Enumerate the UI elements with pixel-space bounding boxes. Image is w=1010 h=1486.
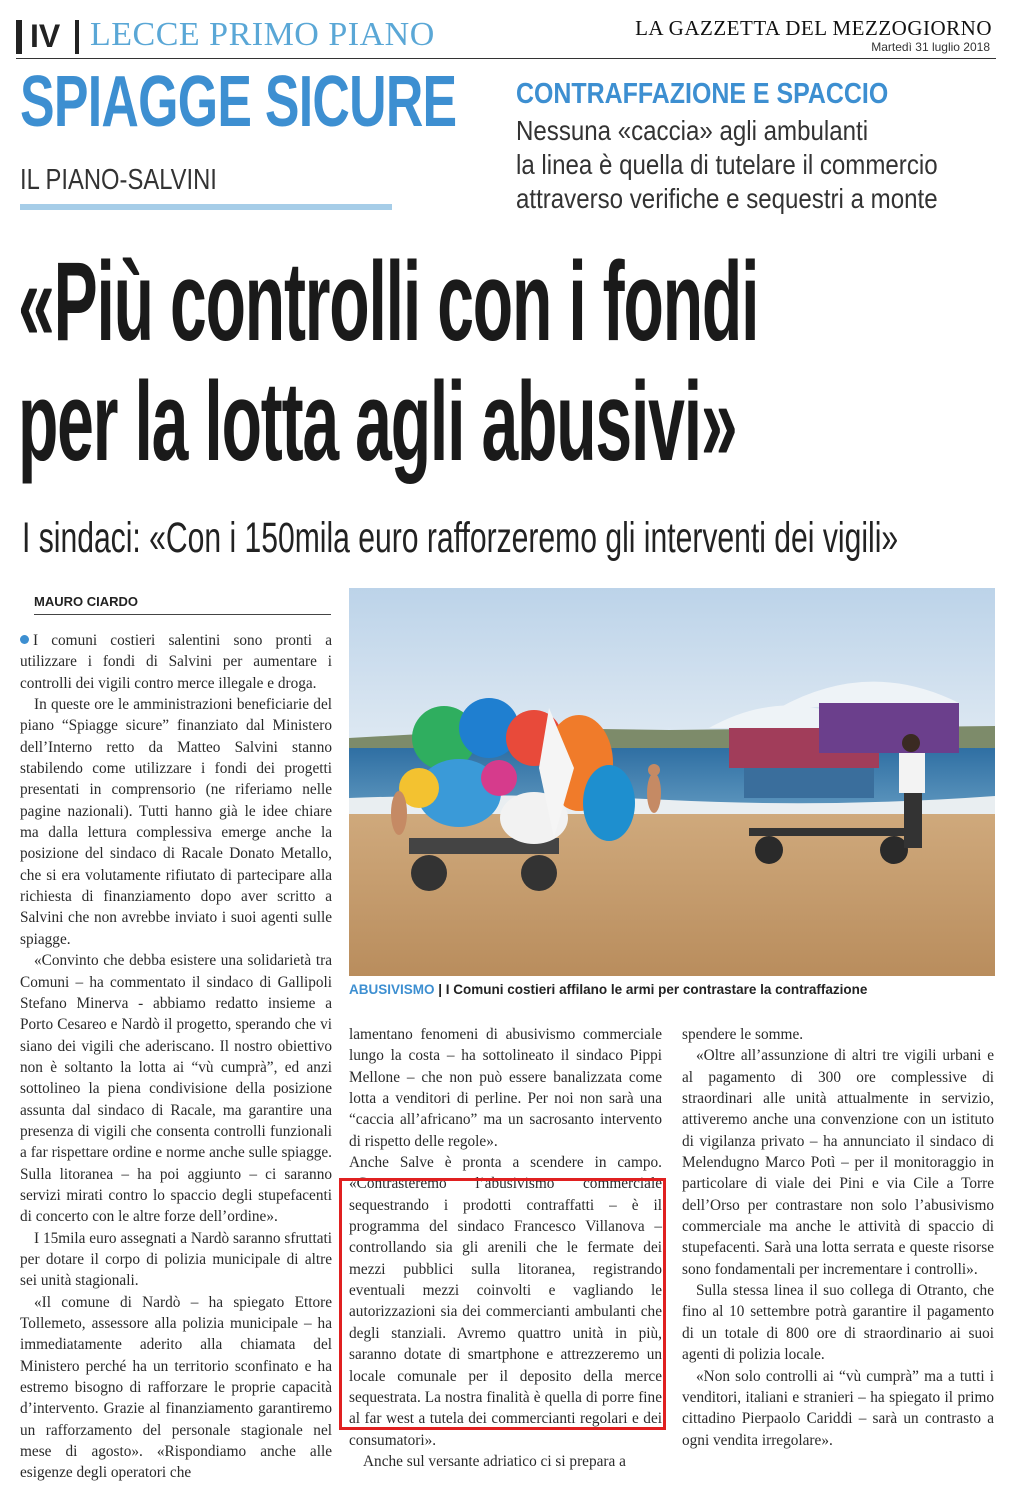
paragraph: Sulla stessa linea il suo collega di Otranto, che fino al 10 settembre potrà garantire il pagamento di un totale di 800 ore di straordinario ai suoi agenti di polizia locale.	[682, 1282, 994, 1364]
beach-vendors-photo	[349, 588, 995, 976]
bullet-icon	[20, 635, 29, 644]
article-column-3	[682, 1024, 994, 1451]
paragraph: Anche sul versante adriatico ci si prepara a	[363, 1452, 626, 1470]
paragraph: spendere le somme.	[682, 1026, 804, 1043]
byline-rule	[34, 614, 331, 615]
header-bar-left	[16, 20, 22, 54]
caption-tag: ABUSIVISMO	[349, 982, 435, 997]
caption-separator: |	[434, 982, 446, 997]
paragraph: «Il comune di Nardò – ha spiegato Ettore Tollemeto, assessore alla polizia municipale – ha immediatamente aderito alla chiamata del Ministero perché ha un territorio sconfinato e ha estremo bisogno di rafforzare le proprie capacità d’intervento. Grazie al finanziamento garantiremo un rafforzamento del personale stagionale nel mese di agosto». «Rispondiamo anche alle esigenze degli operatori che	[20, 1293, 332, 1482]
photo-caption	[349, 982, 867, 997]
highlight-box	[339, 1178, 666, 1430]
sidebar-line: attraverso verifiche e sequestri a monte	[516, 183, 938, 214]
kicker-title: SPIAGGE SICURE	[20, 62, 457, 142]
headline-line: «Più controlli con i fondi	[18, 239, 759, 364]
paragraph: I comuni costieri salentini sono pronti a utilizzare i fondi di Salvini per aumentare i controlli dei vigili contro merce illegale e droga.	[20, 632, 332, 692]
sidebar-line: la linea è quella di tutelare il commercio	[516, 149, 938, 180]
paragraph: «Convinto che debba esistere una solidarietà tra Comuni – ha commentato il sindaco di Gallipoli Stefano Minerva - abbiamo redatto insieme a Porto Cesareo e Nardò il progetto, sperando che vi siano dei vigili che aderiscano. Il nostro obiettivo non è soltanto la lotta ai “vù cumprà”, ed anzi sottolineo la piena condivisione della posizione assunta dal sindaco di Racale, ma garantire una presenza di vigili che consenta controlli funzionali a far rispettare ordine e norme anche sulle spiagge. Sulla litoranea – ha poi aggiunto – ci saranno servizi mirati contro lo spaccio degli stupefacenti di concerto con le altre forze dell’ordine».	[20, 952, 332, 1226]
article-column-1	[20, 630, 332, 1484]
section-title: LECCE PRIMO PIANO	[90, 16, 435, 53]
paragraph: «Oltre all’assunzione di altri tre vigili urbani e al pagamento di 300 ore complessive di straordinari alle unità attualmente in servizio, attiveremo anche una convenzione con un istituto di vigilanza privato – ha annunciato il sindaco di Melendugno Marco Potì – per il monitoraggio in particolare di viale dei Pini e via Cile a Torre dell’Orso per contrastare non solo l’abusivismo commerciale ma anche le attività di spaccio di stupefacenti. Sarà una lotta serrata e queste risorse sono fondamentali per incrementare i controlli».	[682, 1047, 994, 1278]
page-number: IV	[30, 18, 61, 54]
headline-line: per la lotta agli abusivi»	[18, 359, 737, 484]
kicker-subtitle: IL PIANO-SALVINI	[20, 164, 217, 196]
subheadline: I sindaci: «Con i 150mila euro rafforzeremo gli interventi dei vigili»	[22, 514, 899, 562]
caption-text: I Comuni costieri affilano le armi per contrastare la contraffazione	[445, 982, 868, 997]
sidebar-text	[516, 114, 938, 216]
kicker-rule	[20, 204, 392, 210]
newspaper-name: LA GAZZETTA DEL MEZZOGIORNO	[635, 16, 992, 40]
byline: MAURO CIARDO	[34, 594, 138, 609]
issue-date: Martedì 31 luglio 2018	[871, 40, 990, 54]
header-bar-divider	[75, 20, 79, 54]
paragraph: lamentano fenomeni di abusivismo commerciale lungo la costa – ha sottolineato il sindaco Pippi Mellone – che non può essere banalizzata come lotta a venditori di perline. Per noi non sarà una “caccia all’africano” ma un sacrosanto intervento di rispetto delle regole».	[349, 1026, 662, 1150]
headline	[18, 239, 759, 484]
paragraph: «Non solo controlli ai “vù cumprà” ma a tutti i venditori, italiani e stranieri – ha spiegato il primo cittadino Pierpaolo Cariddi – sarà un contrasto a ogni vendita irregolare».	[682, 1367, 994, 1449]
header-divider	[16, 58, 996, 59]
paragraph: I 15mila euro assegnati a Nardò saranno sfruttati per dotare il corpo di polizia municipale di altre sei unità stagionali.	[20, 1229, 332, 1290]
paragraph: Anche Salve è pronta a scendere in campo. «Contrasteremo l’abusivismo commerciale sequestrando i prodotti contraffatti – è il programma del sindaco Francesco Villanova – controllando sia gli arenili che le fermate dei mezzi pubblici sulla litoranea, registrando eventuali mezzi coinvolti e vagliando le autorizzazioni sia dei commercianti ambulanti che degli stanziali. Avremo quattro unità in più, saranno dotate di smartphone e attrezzeremo un locale comunale per il deposito della merce sequestrata. La nostra finalità è quella di porre fine al far west a tutela dei commercianti regolari e dei consumatori».	[349, 1154, 662, 1449]
sidebar-title: CONTRAFFAZIONE E SPACCIO	[516, 78, 889, 110]
photo-illustration	[349, 588, 995, 976]
sidebar-line: Nessuna «caccia» agli ambulanti	[516, 115, 869, 146]
paragraph: In queste ore le amministrazioni beneficiarie del piano “Spiagge sicure” finanziato dal Ministero dell’Interno retto da Matteo Salvini stanno stabilendo come utilizzare i fondi dei progetti presentati in comprensorio (ne riferiamo nelle pagine nazionali). Tutti hanno già le idee chiare ma dalla lettura complessiva emerge anche la posizione del sindaco di Racale Donato Metallo, che si era volutamente rifiutato di partecipare alla richiesta di finanziamento dopo aver scritto a Salvini che non avrebbe inviato i suoi agenti sulle spiagge.	[20, 696, 332, 948]
